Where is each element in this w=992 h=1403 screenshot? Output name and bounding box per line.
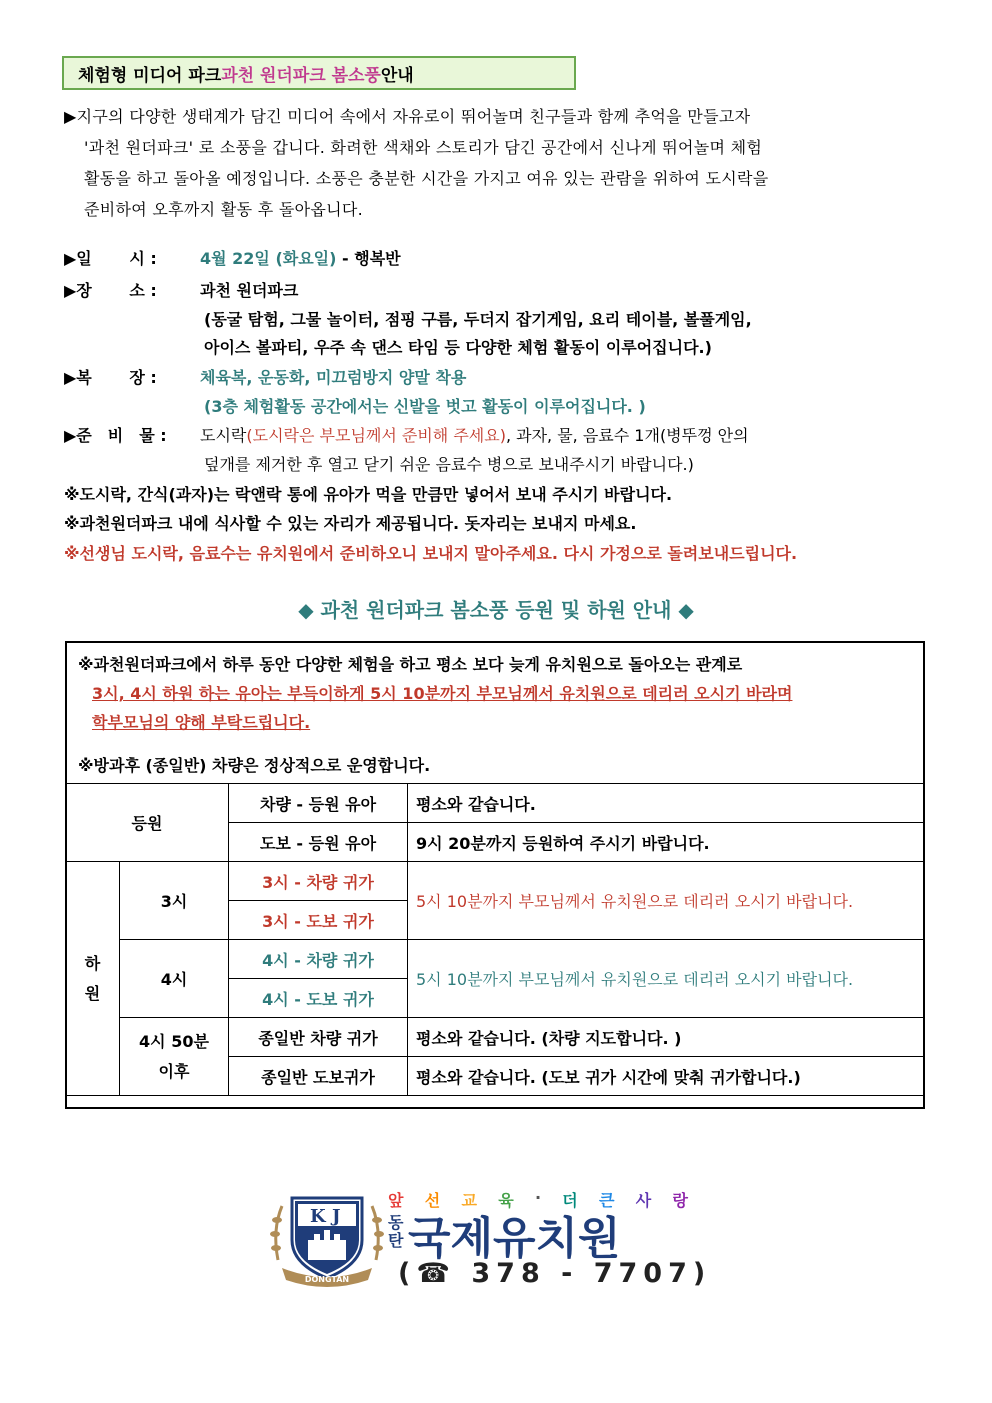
- slogan-char: 앞: [388, 1191, 404, 1210]
- time-450-line2: 이후: [158, 1061, 190, 1081]
- prep-value-red: (도시락은 부모님께서 준비해 주세요): [246, 426, 506, 445]
- table-row: [66, 784, 925, 823]
- leave-header: 하 원: [66, 862, 120, 1096]
- intro-paragraph: [64, 101, 934, 225]
- prep-value2: , 과자, 물, 음료수 1개(병뚜껑 안의: [505, 426, 749, 445]
- place-sub2: 아이스 볼파티, 우주 속 댄스 타임 등 다양한 체험 활동이 이루어집니다.): [204, 338, 712, 357]
- time-450: [120, 1018, 229, 1096]
- t4-walk: 4시 - 도보 귀가: [229, 979, 408, 1018]
- intro-line: 준비하여 오후까지 활동 후 돌아옵니다.: [84, 200, 364, 219]
- notice-title: [62, 56, 576, 90]
- dress-sub: (3층 체험활동 공간에서는 신발을 벗고 활동이 이루어집니다. ): [204, 397, 646, 416]
- slogan-char: 교: [461, 1191, 477, 1210]
- t450-walk: 종일반 도보귀가: [229, 1057, 408, 1096]
- t450-walk-desc: 평소와 같습니다. (도보 귀가 시간에 맞춰 귀가합니다.): [408, 1057, 925, 1096]
- intro-line: ▶지구의 다양한 생태계가 담긴 미디어 속에서 자유로이 뛰어놀며 친구들과 함께 추억을 만들고자: [64, 107, 751, 126]
- prep-row: [64, 422, 749, 450]
- kindergarten-name: 국제유치원: [408, 1213, 621, 1264]
- arrive-header: 등원: [66, 784, 229, 862]
- date-label: ▶일 시 :: [64, 249, 157, 268]
- prep-label: ▶준 비 물 :: [64, 426, 167, 445]
- place-sub1: (동굴 탐험, 그물 놀이터, 점핑 구름, 두더지 잡기게임, 요리 테이블, 볼풀게임,: [204, 310, 752, 329]
- arrive-bus-desc: 평소와 같습니다.: [408, 784, 925, 823]
- box-line-red: 학부모님의 양해 부탁드립니다.: [92, 713, 311, 732]
- intro-line: '과천 원더파크' 로 소풍을 갑니다. 화려한 색채와 스토리가 담긴 공간에서 신나게 뛰어놀며 체험: [84, 138, 763, 157]
- slogan-char: 사: [635, 1191, 652, 1210]
- section-title: ◆ 과천 원더파크 봄소풍 등원 및 하원 안내 ◆: [298, 598, 694, 622]
- t3-desc: 5시 10분까지 부모님께서 유치원으로 데리러 오시기 바랍니다.: [408, 862, 925, 940]
- box-notice: [78, 650, 918, 780]
- arrive-walk-desc: 9시 20분까지 등원하여 주시기 바랍니다.: [408, 823, 925, 862]
- emblem-banner: DONGTAN: [304, 1275, 350, 1284]
- time-450-line1: 4시 50분: [139, 1031, 209, 1051]
- t450-bus-desc: 평소와 같습니다. (차량 지도합니다. ): [408, 1018, 925, 1057]
- table-row: [66, 940, 925, 979]
- emblem-icon: [268, 1190, 386, 1290]
- arrive-walk: 도보 - 등원 유아: [229, 823, 408, 862]
- box-line: ※과천원더파크에서 하루 동안 다양한 체험을 하고 평소 보다 늦게 유치원으로 돌아오는 관계로: [78, 655, 743, 674]
- slogan-char: 육: [498, 1191, 514, 1210]
- time-3: 3시: [120, 862, 229, 940]
- table-row: [66, 1018, 925, 1057]
- title-part1: 체험형 미디어 파크: [78, 65, 222, 86]
- dress-label: ▶복 장 :: [64, 368, 157, 387]
- note-1: ※도시락, 간식(과자)는 락앤락 통에 유아가 먹을 만큼만 넣어서 보내 주시기 바랍니다.: [64, 485, 673, 504]
- emblem-letter-j: J: [332, 1206, 341, 1227]
- title-highlight: 과천 원더파크 봄소풍: [221, 65, 381, 86]
- time-4: 4시: [120, 940, 229, 1018]
- note-2: ※과천원더파크 내에 식사할 수 있는 자리가 제공됩니다. 돗자리는 보내지 마세요.: [64, 514, 637, 533]
- dress-row: [64, 364, 466, 392]
- t4-bus: 4시 - 차량 귀가: [229, 940, 408, 979]
- emblem-letter-k: K: [310, 1206, 326, 1227]
- slogan-char: 랑: [672, 1191, 688, 1210]
- phone-number: (☎ 378 - 7707): [398, 1258, 712, 1289]
- place-value: 과천 원더파크: [200, 281, 299, 300]
- date-suffix: - 행복반: [336, 249, 401, 268]
- box-line-red: 3시, 4시 하원 하는 유아는 부득이하게 5시 10분까지 부모님께서 유치원으로 데리러 오시기 바라며: [92, 684, 793, 703]
- table-row: [66, 862, 925, 901]
- box-line: ※방과후 (종일반) 차량은 정상적으로 운영합니다.: [78, 756, 431, 775]
- title-part2: 안내: [380, 65, 414, 86]
- slogan-char: ·: [534, 1188, 542, 1207]
- district-top: 동: [388, 1213, 404, 1232]
- place-row: [64, 277, 298, 305]
- prep-value: 도시락: [200, 426, 247, 445]
- t4-desc: 5시 10분까지 부모님께서 유치원으로 데리러 오시기 바랍니다.: [408, 940, 925, 1018]
- slogan-char: 선: [424, 1191, 441, 1210]
- t3-walk: 3시 - 도보 귀가: [229, 901, 408, 940]
- slogan-char: 큰: [599, 1191, 615, 1210]
- district-label: [388, 1214, 403, 1250]
- prep-sub: 덮개를 제거한 후 열고 닫기 쉬운 음료수 병으로 보내주시기 바랍니다.): [204, 455, 694, 474]
- intro-line: 활동을 하고 돌아올 예정입니다. 소풍은 충분한 시간을 가지고 여유 있는 관람을 위하여 도시락을: [84, 169, 769, 188]
- note-3: ※선생님 도시락, 음료수는 유치원에서 준비하오니 보내지 말아주세요. 다시 가정으로 돌려보내드립니다.: [64, 544, 798, 563]
- dress-value: 체육복, 운동화, 미끄럼방지 양말 착용: [200, 368, 467, 387]
- arrive-bus: 차량 - 등원 유아: [229, 784, 408, 823]
- t450-bus: 종일반 차량 귀가: [229, 1018, 408, 1057]
- date-row: [64, 245, 401, 273]
- t3-bus: 3시 - 차량 귀가: [229, 862, 408, 901]
- place-label: ▶장 소 :: [64, 281, 157, 300]
- date-value: 4월 22일 (화요일): [200, 249, 337, 268]
- kindergarten-logo: [268, 1186, 728, 1296]
- district-bottom: 탄: [388, 1231, 404, 1250]
- slogan-char: 더: [562, 1191, 578, 1210]
- schedule-table: [65, 783, 925, 1096]
